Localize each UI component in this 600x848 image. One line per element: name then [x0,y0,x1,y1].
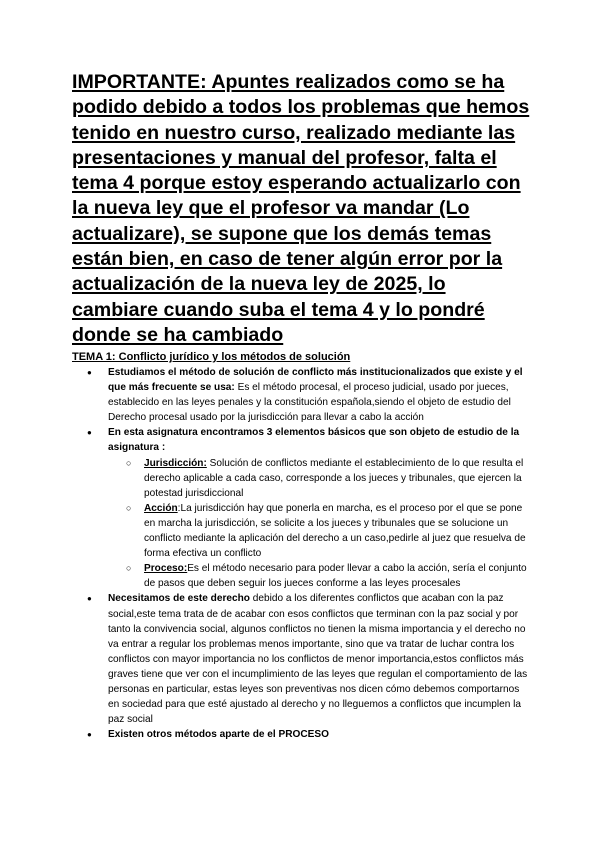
document-body [72,365,532,742]
sub-item-text: Es el método necesario para poder llevar a cabo la acción, sería el conjunto de pasos que deben seguir los jueces conforme a las leyes procesales [144,563,527,590]
sub-item-term: Proceso: [144,563,188,575]
section-title: TEMA 1: Conflicto jurídico y los métodos de solución [72,351,351,363]
list-item [72,365,532,425]
list-item-text: Es el método procesal, el proceso judicial, usado por jueces, establecido en las leyes penales y la constitución española,siendo el objeto de estudio del Derecho procesal usado por la jurisdicción para llevar a cabo la acción [108,382,511,424]
sub-item-text: :La jurisdicción hay que ponerla en marcha, es el proceso por el que se pone en marcha la jurisdicción, se solicite a los jueces y tribunales que se solucione un conflicto mediante la aplicación del derecho a un caso,pedirle al juez que resuelva de forma efectiva un conflicto [144,502,526,560]
important-notice: IMPORTANTE: Apuntes realizados como se ha podido debido a todos los problemas que hemos tenido en nuestro curso, realizado mediante las presentaciones y manual del profesor, falta el tema 4 porque estoy esperando actualizarlo con la nueva ley que el profesor va mandar (Lo actualizare), se supone que los demás temas están bien, en caso de tener algún error por la actualización de la nueva ley de 2025, lo cambiare cuando suba el tema 4 y lo pondré donde se ha cambiado [72,71,530,346]
bullet-list [72,365,532,742]
list-item-text: debido a los diferentes conflictos que acaban con la paz social,este tema trata de de acabar con esos conflictos que terminan con la paz social y por tanto la convivencia social, algunos conflictos no tienen la misma importancia y el derecho no va entrar a regular los problemas menos importante, sino que va tratar de luchar contra los conflictos con mayor importancia no los conflictos de menor importancia,estos conflictos más graves tiene que ver con el incumplimiento de las leyes que regulan el comportamiento de las personas en particular, estas leyes son preventivas nos dicen cómo debemos comportarnos en sociedad para que esté ajustado al derecho y no lleguemos a conflictos que incumplen la paz social [108,593,528,726]
sub-list-item [108,561,532,591]
list-item-bold: Existen otros métodos aparte de el PROCESO [108,729,329,741]
list-item-bold: En esta asignatura encontramos 3 elementos básicos que son objeto de estudio de la asignatura : [108,427,520,454]
sub-bullet-list [108,456,532,592]
list-item [72,425,532,591]
list-item [72,727,532,742]
list-item-bold: Necesitamos de este derecho [108,593,250,605]
list-item [72,591,532,727]
list-item-bold: Estudiamos el método de solución de conflicto más institucionalizados que existe y el que más frecuente se usa: [108,367,523,394]
sub-list-item [108,456,532,501]
sub-item-term: Acción [144,502,178,514]
sub-item-text: Solución de conflictos mediante el establecimiento de lo que resulta el derecho aplicable a cada caso, corresponde a los jueces y tribunales, que ejercen la potestad jurisdiccional [144,457,524,499]
sub-list-item [108,501,532,561]
sub-item-term: Jurisdicción: [144,457,207,469]
